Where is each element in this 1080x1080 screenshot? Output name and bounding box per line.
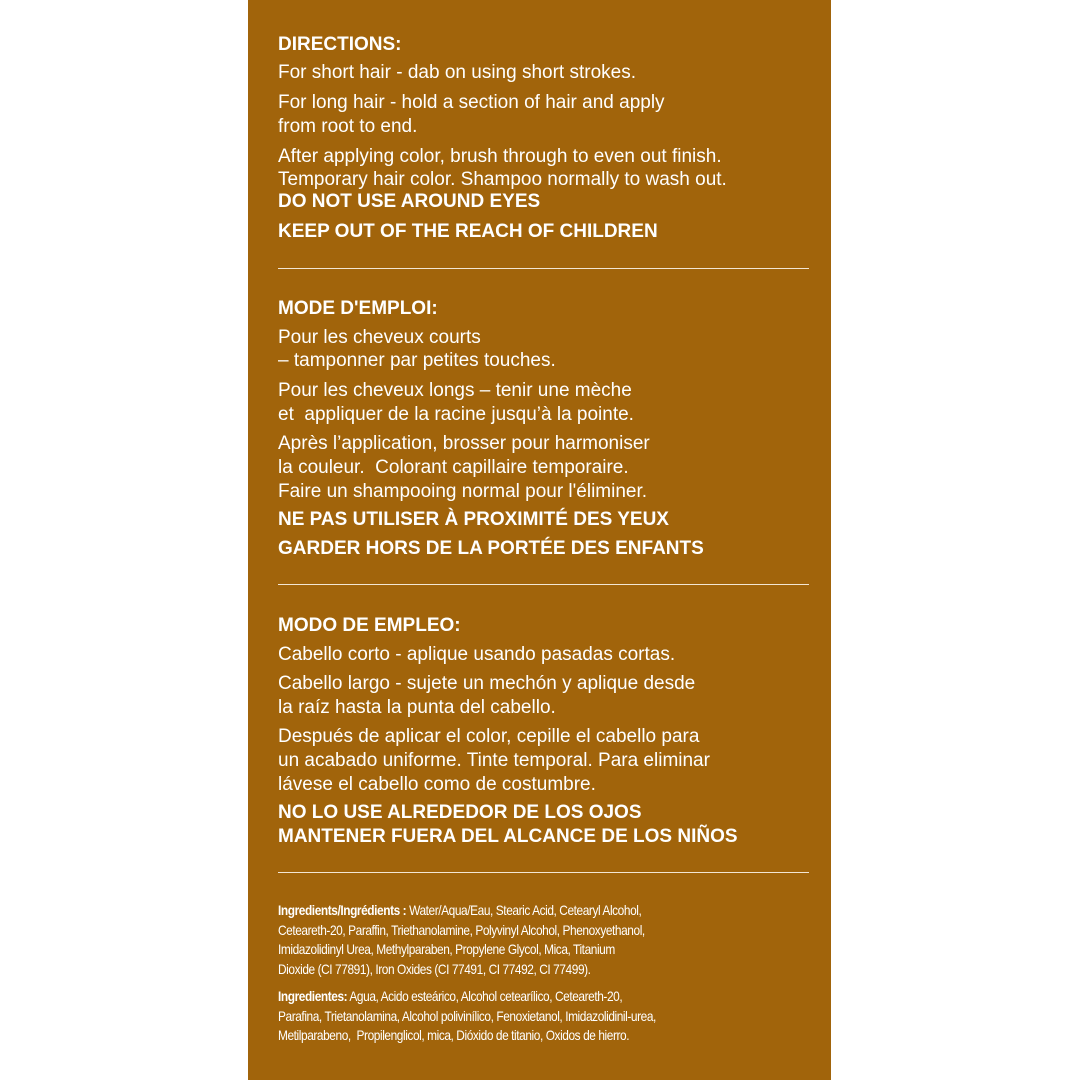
directions-line: Temporary hair color. Shampoo normally to wash out. [278,169,727,190]
label-panel [248,0,831,1080]
directions-line: After applying color, brush through to even out finish. [278,146,722,167]
mode-emploi-line: Pour les cheveux longs – tenir une mèche [278,380,632,401]
ingredients-es-line: Metilparabeno, Propilenglicol, mica, Dióxido de titanio, Oxidos de hierro. [278,1027,630,1043]
directions-line: from root to end. [278,116,418,137]
section-divider [278,584,809,585]
ingredients-en-fr-line: Dioxide (CI 77891), Iron Oxides (CI 77491, CI 77492, CI 77499). [278,960,591,977]
mode-emploi-line: Faire un shampooing normal pour l'éliminer. [278,481,648,502]
section-divider [278,872,809,873]
advertencia-ojos: NO LO USE ALREDEDOR DE LOS OJOS [278,802,642,823]
modo-empleo-line: Cabello largo - sujete un mechón y aplique desde [278,673,696,694]
mode-emploi-line: Après l’application, brosser pour harmoniser [278,433,650,454]
avertissement-enfants: GARDER HORS DE LA PORTÉE DES ENFANTS [278,538,704,559]
modo-empleo-heading: MODO DE EMPLEO: [278,615,461,636]
mode-emploi-line: Pour les cheveux courts [278,327,481,348]
modo-empleo-line: un acabado uniforme. Tinte temporal. Para eliminar [278,750,710,771]
warning-eyes: DO NOT USE AROUND EYES [278,191,541,212]
warning-children: KEEP OUT OF THE REACH OF CHILDREN [278,221,658,242]
directions-heading: DIRECTIONS: [278,34,402,55]
ingredients-es-label: Ingredientes: [278,988,348,1004]
ingredients-es-line: Ingredientes: Agua, Acido esteárico, Alcohol cetearílico, Ceteareth-20, [278,988,623,1004]
ingredients-es-line: Parafina, Trietanolamina, Alcohol polivinílico, Fenoxietanol, Imidazolidinil-urea, [278,1007,656,1024]
ingredients-en-fr-label: Ingredients/Ingrédients : [278,902,407,918]
modo-empleo-line: Cabello corto - aplique usando pasadas cortas. [278,644,676,665]
modo-empleo-line: Después de aplicar el color, cepille el cabello para [278,726,700,747]
section-divider [278,268,809,269]
modo-empleo-line: lávese el cabello como de costumbre. [278,774,596,795]
mode-emploi-line: et appliquer de la racine jusqu’à la pointe. [278,404,634,425]
mode-emploi-heading: MODE D'EMPLOI: [278,298,438,319]
ingredients-en-fr-line: Ingredients/Ingrédients : Water/Aqua/Eau, Stearic Acid, Cetearyl Alcohol, [278,902,642,918]
directions-line: For long hair - hold a section of hair and apply [278,92,665,113]
avertissement-yeux: NE PAS UTILISER À PROXIMITÉ DES YEUX [278,509,669,530]
mode-emploi-line: – tamponner par petites touches. [278,350,556,371]
directions-line: For short hair - dab on using short strokes. [278,62,636,83]
ingredients-en-fr-line: Ceteareth-20, Paraffin, Triethanolamine, Polyvinyl Alcohol, Phenoxyethanol, [278,921,645,938]
ingredients-en-fr-line: Imidazolidinyl Urea, Methylparaben, Propylene Glycol, Mica, Titanium [278,941,615,957]
mode-emploi-line: la couleur. Colorant capillaire temporaire. [278,457,629,478]
modo-empleo-line: la raíz hasta la punta del cabello. [278,697,556,718]
advertencia-ninos: MANTENER FUERA DEL ALCANCE DE LOS NIÑOS [278,826,738,847]
